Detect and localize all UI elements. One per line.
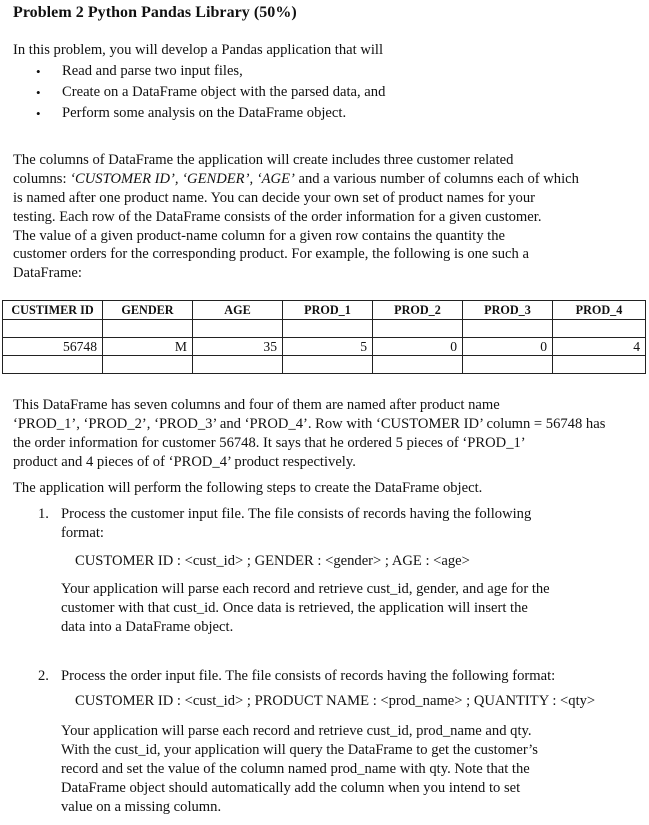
step-line: format: bbox=[61, 524, 104, 541]
step-body bbox=[61, 580, 637, 637]
bullet-icon: • bbox=[36, 106, 41, 121]
paragraph-line: customer orders for the corresponding product. For example, the following is one such a bbox=[13, 246, 529, 263]
list-item bbox=[13, 61, 633, 82]
step-line: Your application will parse each record and retrieve cust_id, gender, and age for the bbox=[61, 581, 550, 597]
table-cell: 0 bbox=[373, 338, 463, 356]
paragraph-line: The columns of DataFrame the application will create includes three customer related bbox=[13, 152, 514, 168]
paragraph-line: is named after one product name. You can decide your own set of product names for your bbox=[13, 189, 535, 206]
paragraph-steps-intro bbox=[13, 479, 635, 498]
step-body bbox=[61, 667, 637, 686]
table-header-cell: PROD_1 bbox=[283, 301, 373, 320]
step-line: With the cust_id, your application will query the DataFrame to get the customer’s bbox=[61, 741, 538, 758]
list-item bbox=[13, 82, 633, 103]
table-header-row bbox=[3, 301, 646, 320]
paragraph-text: columns: bbox=[13, 170, 71, 187]
step-line: record and set the value of the column named prod_name with qty. Note that the bbox=[61, 760, 530, 777]
problem-title: Problem 2 Python Pandas Library (50%) bbox=[13, 4, 297, 21]
paragraph-line bbox=[13, 170, 635, 189]
record-format: CUSTOMER ID : <cust_id> ; GENDER : <gender> ; AGE : <age> bbox=[75, 553, 470, 569]
table-header-cell: PROD_4 bbox=[553, 301, 646, 320]
step-line: DataFrame object should automatically add the column when you intend to set bbox=[61, 779, 521, 796]
paragraph-dataframe-explanation bbox=[13, 396, 635, 472]
bullet-text: Create on a DataFrame object with the parsed data, and bbox=[62, 84, 386, 100]
step-line: value on a missing column. bbox=[61, 798, 222, 815]
paragraph-line: This DataFrame has seven columns and four of them are named after product name bbox=[13, 397, 500, 413]
table-header-cell: GENDER bbox=[103, 301, 193, 320]
paragraph-dataframe-columns bbox=[13, 151, 635, 283]
table-cell: 56748 bbox=[3, 338, 103, 356]
table-header-cell: CUSTIMER ID bbox=[3, 301, 103, 320]
table-cell: 4 bbox=[553, 338, 646, 356]
step-body bbox=[61, 505, 637, 543]
paragraph-line: the order information for customer 56748. It says that he ordered 5 pieces of ‘PROD_1’ bbox=[13, 434, 526, 451]
paragraph-text: and a various number of columns each of which bbox=[294, 170, 579, 187]
bullet-icon: • bbox=[36, 85, 41, 100]
table-cell: 5 bbox=[283, 338, 373, 356]
step-number: 2. bbox=[38, 668, 49, 684]
bullet-icon: • bbox=[36, 64, 41, 79]
step-line: Process the customer input file. The file consists of records having the following bbox=[61, 506, 532, 522]
table-row-empty bbox=[3, 320, 646, 338]
step-line: customer with that cust_id. Once data is retrieved, the application will insert the bbox=[61, 599, 528, 616]
paragraph-line: ‘PROD_1’, ‘PROD_2’, ‘PROD_3’ and ‘PROD_4’. Row with ‘CUSTOMER ID’ column = 56748 has bbox=[13, 415, 606, 432]
paragraph-line: DataFrame: bbox=[13, 265, 82, 282]
intro-bullet-list bbox=[13, 61, 633, 124]
bullet-text: Read and parse two input files, bbox=[62, 63, 243, 79]
record-format: CUSTOMER ID : <cust_id> ; PRODUCT NAME : <prod_name> ; QUANTITY : <qty> bbox=[75, 693, 596, 709]
paragraph-line: product and 4 pieces of of ‘PROD_4’ product respectively. bbox=[13, 453, 356, 470]
table-cell: M bbox=[103, 338, 193, 356]
intro-text: In this problem, you will develop a Pandas application that will bbox=[13, 42, 384, 58]
bullet-text: Perform some analysis on the DataFrame object. bbox=[62, 105, 347, 121]
step-line: Process the order input file. The file consists of records having the following format: bbox=[61, 668, 556, 684]
step-body bbox=[61, 722, 637, 816]
table-header-cell: PROD_3 bbox=[463, 301, 553, 320]
step-line: Your application will parse each record and retrieve cust_id, prod_name and qty. bbox=[61, 723, 532, 739]
example-dataframe-table bbox=[2, 300, 646, 374]
paragraph-line: testing. Each row of the DataFrame consists of the order information for a given customer. bbox=[13, 208, 542, 225]
intro-section bbox=[13, 40, 633, 124]
table-cell: 0 bbox=[463, 338, 553, 356]
table-header-cell: AGE bbox=[193, 301, 283, 320]
table-cell: 35 bbox=[193, 338, 283, 356]
paragraph-line: The application will perform the following steps to create the DataFrame object. bbox=[13, 480, 483, 496]
table-row bbox=[3, 338, 646, 356]
italic-column-names: ‘CUSTOMER ID’, ‘GENDER’, ‘AGE’ bbox=[70, 170, 295, 187]
step-number: 1. bbox=[38, 506, 49, 522]
table-row-empty bbox=[3, 356, 646, 374]
list-item bbox=[13, 103, 633, 124]
step-line: data into a DataFrame object. bbox=[61, 618, 234, 635]
paragraph-line: The value of a given product-name column for a given row contains the quantity the bbox=[13, 227, 505, 244]
table-header-cell: PROD_2 bbox=[373, 301, 463, 320]
